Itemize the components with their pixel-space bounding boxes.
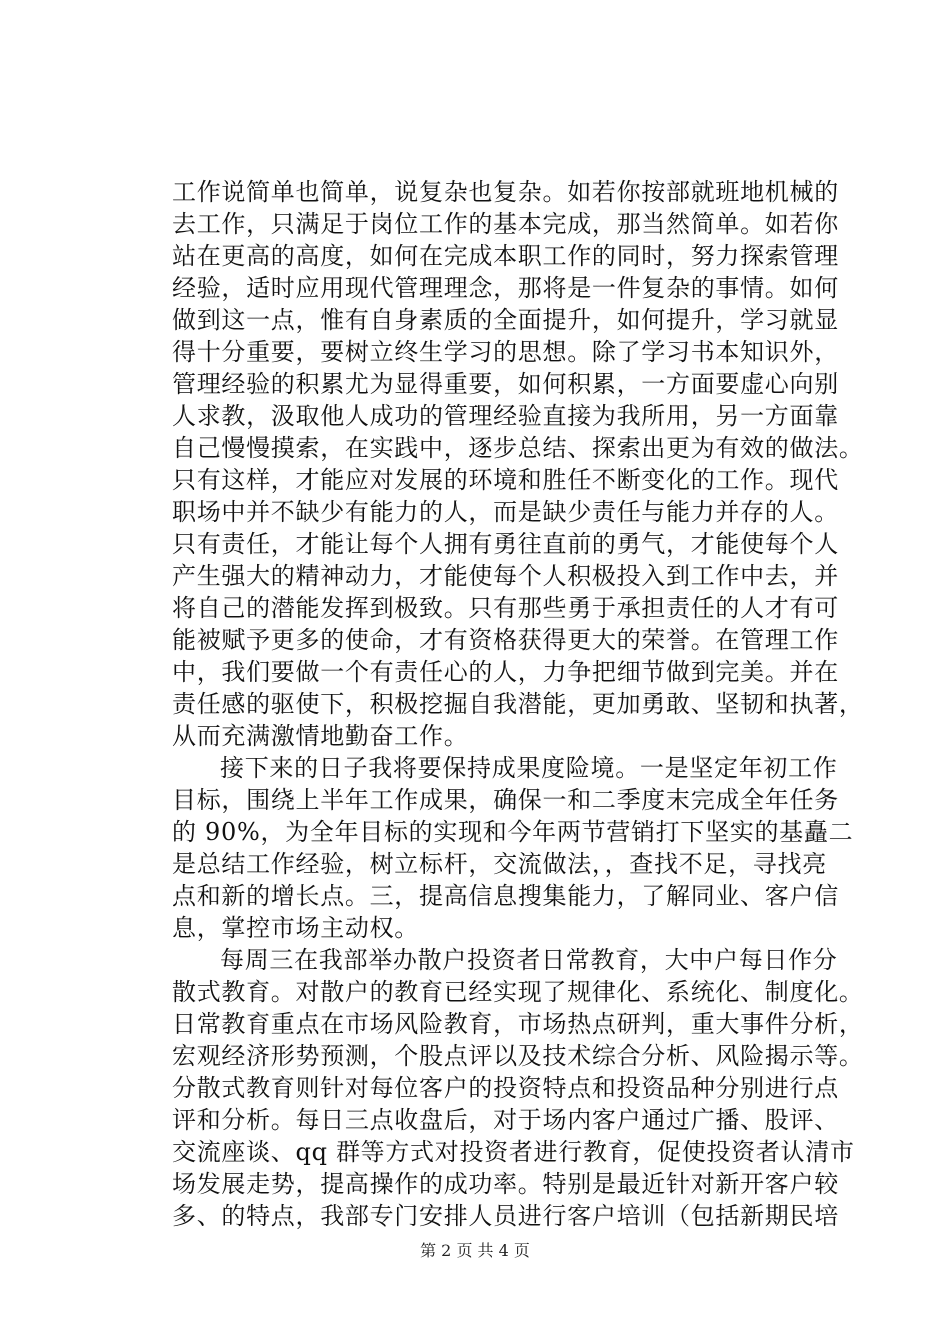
text-line: 评和分析。每日三点收盘后，对于场内客户通过广播、股评、 (172, 1106, 839, 1134)
paragraph-2 (172, 752, 852, 944)
text-line: 人求教，汲取他人成功的管理经验直接为我所用，另一方面靠 (172, 402, 839, 430)
text-line: 经验，适时应用现代管理理念，那将是一件复杂的事情。如何 (172, 274, 839, 302)
text-line: 从而充满激情地勤奋工作。 (172, 722, 469, 750)
text-line-first: 每周三在我部举办散户投资者日常教育，大中户每日作分 (220, 946, 838, 974)
text-line: 宏观经济形势预测，个股点评以及技术综合分析、风险揭示等。 (172, 1042, 864, 1070)
paragraph-3 (172, 944, 864, 1232)
text-line: 的 90%，为全年目标的实现和今年两节营销打下坚实的基矗二 (172, 818, 854, 846)
text-line: 工作说简单也简单，说复杂也复杂。如若你按部就班地机械的 (172, 178, 839, 206)
text-line: 只有责任，才能让每个人拥有勇往直前的勇气，才能使每个人 (172, 530, 839, 558)
text-line: 职场中并不缺少有能力的人，而是缺少责任与能力并存的人。 (172, 498, 839, 526)
text-line: 是总结工作经验，树立标杆，交流做法，，查找不足，寻找亮 (172, 850, 827, 878)
text-line: 日常教育重点在市场风险教育，市场热点研判，重大事件分析， (172, 1010, 864, 1038)
text-line: 自己慢慢摸索，在实践中，逐步总结、探索出更为有效的做法。 (172, 434, 864, 462)
text-line: 去工作，只满足于岗位工作的基本完成，那当然简单。如若你 (172, 210, 839, 238)
text-line: 点和新的增长点。三，提高信息搜集能力，了解同业、客户信 (172, 882, 839, 910)
text-line: 将自己的潜能发挥到极致。只有那些勇于承担责任的人才有可 (172, 594, 839, 622)
text-line: 多、的特点，我部专门安排人员进行客户培训（包括新期民培 (172, 1202, 839, 1230)
document-body (172, 176, 864, 1232)
text-line-first: 接下来的日子我将要保持成果度险境。一是坚定年初工作 (220, 754, 838, 782)
text-line: 管理经验的积累尤为显得重要，如何积累，一方面要虚心向别 (172, 370, 839, 398)
text-line: 场发展走势，提高操作的成功率。特别是最近针对新开客户较 (172, 1170, 839, 1198)
text-line: 只有这样，才能应对发展的环境和胜任不断变化的工作。现代 (172, 466, 839, 494)
text-line: 产生强大的精神动力，才能使每个人积极投入到工作中去，并 (172, 562, 839, 590)
text-line: 做到这一点，惟有自身素质的全面提升，如何提升，学习就显 (172, 306, 839, 334)
text-line: 站在更高的高度，如何在完成本职工作的同时，努力探索管理 (172, 242, 839, 270)
text-line: 目标，围绕上半年工作成果，确保一和二季度末完成全年任务 (172, 786, 839, 814)
text-line: 分散式教育则针对每位客户的投资特点和投资品种分别进行点 (172, 1074, 839, 1102)
text-line: 责任感的驱使下，积极挖掘自我潜能，更加勇敢、坚韧和执著， (172, 690, 864, 718)
text-line: 中，我们要做一个有责任心的人，力争把细节做到完美。并在 (172, 658, 839, 686)
text-line: 交流座谈、qq 群等方式对投资者进行教育，促使投资者认清市 (172, 1138, 855, 1166)
text-line: 得十分重要，要树立终生学习的思想。除了学习书本知识外， (172, 338, 839, 366)
text-line: 息，掌控市场主动权。 (172, 914, 419, 942)
paragraph-1 (172, 176, 864, 752)
page-number-footer: 第 2 页 共 4 页 (420, 1241, 530, 1260)
text-line: 能被赋予更多的使命，才有资格获得更大的荣誉。在管理工作 (172, 626, 839, 654)
text-line: 散式教育。对散户的教育已经实现了规律化、系统化、制度化。 (172, 978, 864, 1006)
